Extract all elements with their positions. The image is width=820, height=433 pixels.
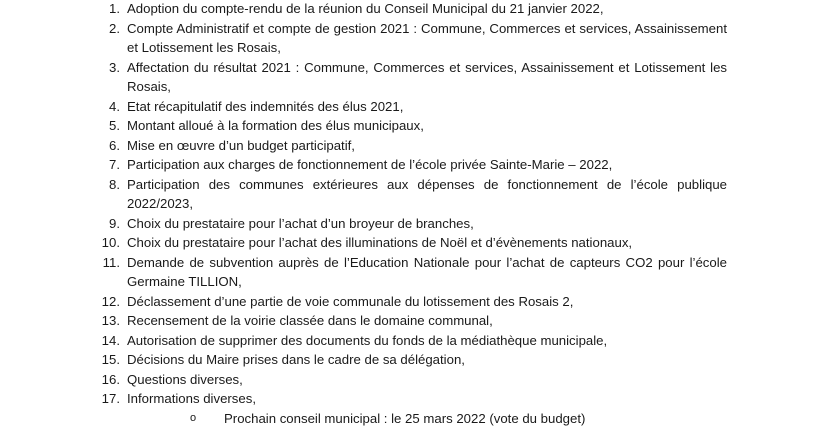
item-number: 5. <box>109 118 120 133</box>
item-text: Choix du prestataire pour l’achat des illuminations de Noël et d’évènements nationaux, <box>127 235 633 250</box>
item-text: Informations diverses, <box>127 391 256 406</box>
agenda-item-9 <box>0 214 727 234</box>
item-number: 17. <box>101 391 120 406</box>
agenda-item-12 <box>0 292 727 312</box>
agenda-item-5 <box>0 116 727 136</box>
item-number: 12. <box>101 293 120 309</box>
item-number: 15. <box>101 352 120 367</box>
item-number: 9. <box>109 215 120 231</box>
agenda-item-10 <box>0 233 727 253</box>
agenda-item-7 <box>0 155 727 175</box>
item-number: 4. <box>109 98 120 114</box>
agenda-item-4 <box>0 97 727 117</box>
item-text: Adoption du compte-rendu de la réunion du Conseil Municipal du 21 janvier 2022, <box>127 1 604 16</box>
item-number: 2. <box>109 20 120 36</box>
item-text: Participation aux charges de fonctionnement de l’école privée Sainte-Marie – 2022, <box>127 157 613 172</box>
item-number: 16. <box>101 371 120 387</box>
agenda-item-3 <box>0 58 727 97</box>
agenda-item-8 <box>0 175 727 214</box>
item-text: Autorisation de supprimer des documents du fonds de la médiathèque municipale, <box>127 332 608 348</box>
circle-bullet-icon: o <box>190 411 197 424</box>
agenda-item-1 <box>0 0 727 19</box>
item-number: 13. <box>101 313 120 328</box>
sub-item-next-council <box>0 409 820 429</box>
agenda-item-15 <box>0 350 727 370</box>
item-number: 11. <box>102 254 120 270</box>
item-text: Affectation du résultat 2021 : Commune, Commerces et services, Assainissement et Lotissement les Rosais, <box>127 59 727 94</box>
agenda-item-13 <box>0 311 727 331</box>
item-text: Compte Administratif et compte de gestion 2021 : Commune, Commerces et services, Assainissement et Lotissement les Rosais, <box>127 20 727 55</box>
item-number: 10. <box>101 235 120 250</box>
item-text: Décisions du Maire prises dans le cadre de sa délégation, <box>127 352 465 367</box>
item-text: Demande de subvention auprès de l’Education Nationale pour l’achat de capteurs CO2 pour l’école Germaine TILLION, <box>127 254 727 289</box>
item-number: 14. <box>101 332 120 348</box>
agenda-item-11 <box>0 253 727 292</box>
agenda-item-17 <box>0 389 727 409</box>
item-number: 1. <box>109 1 120 16</box>
item-number: 6. <box>109 137 120 153</box>
item-text: Participation des communes extérieures aux dépenses de fonctionnement de l’école publique 2022/2023, <box>127 176 727 211</box>
item-text: Mise en œuvre d’un budget participatif, <box>127 137 355 153</box>
item-text: Etat récapitulatif des indemnités des élus 2021, <box>127 98 404 114</box>
item-number: 8. <box>109 176 120 192</box>
agenda-item-6 <box>0 136 727 156</box>
agenda-item-16 <box>0 370 727 390</box>
item-text: Choix du prestataire pour l’achat d’un broyeur de branches, <box>127 215 474 231</box>
item-text: Déclassement d’une partie de voie communale du lotissement des Rosais 2, <box>127 293 574 309</box>
agenda-item-14 <box>0 331 727 351</box>
item-text: Montant alloué à la formation des élus municipaux, <box>127 118 424 133</box>
agenda-item-2 <box>0 19 727 58</box>
sub-item-text: Prochain conseil municipal : le 25 mars 2022 (vote du budget) <box>224 410 586 426</box>
item-number: 7. <box>109 157 120 172</box>
item-number: 3. <box>109 59 120 75</box>
item-text: Recensement de la voirie classée dans le domaine communal, <box>127 313 493 328</box>
item-text: Questions diverses, <box>127 371 243 387</box>
